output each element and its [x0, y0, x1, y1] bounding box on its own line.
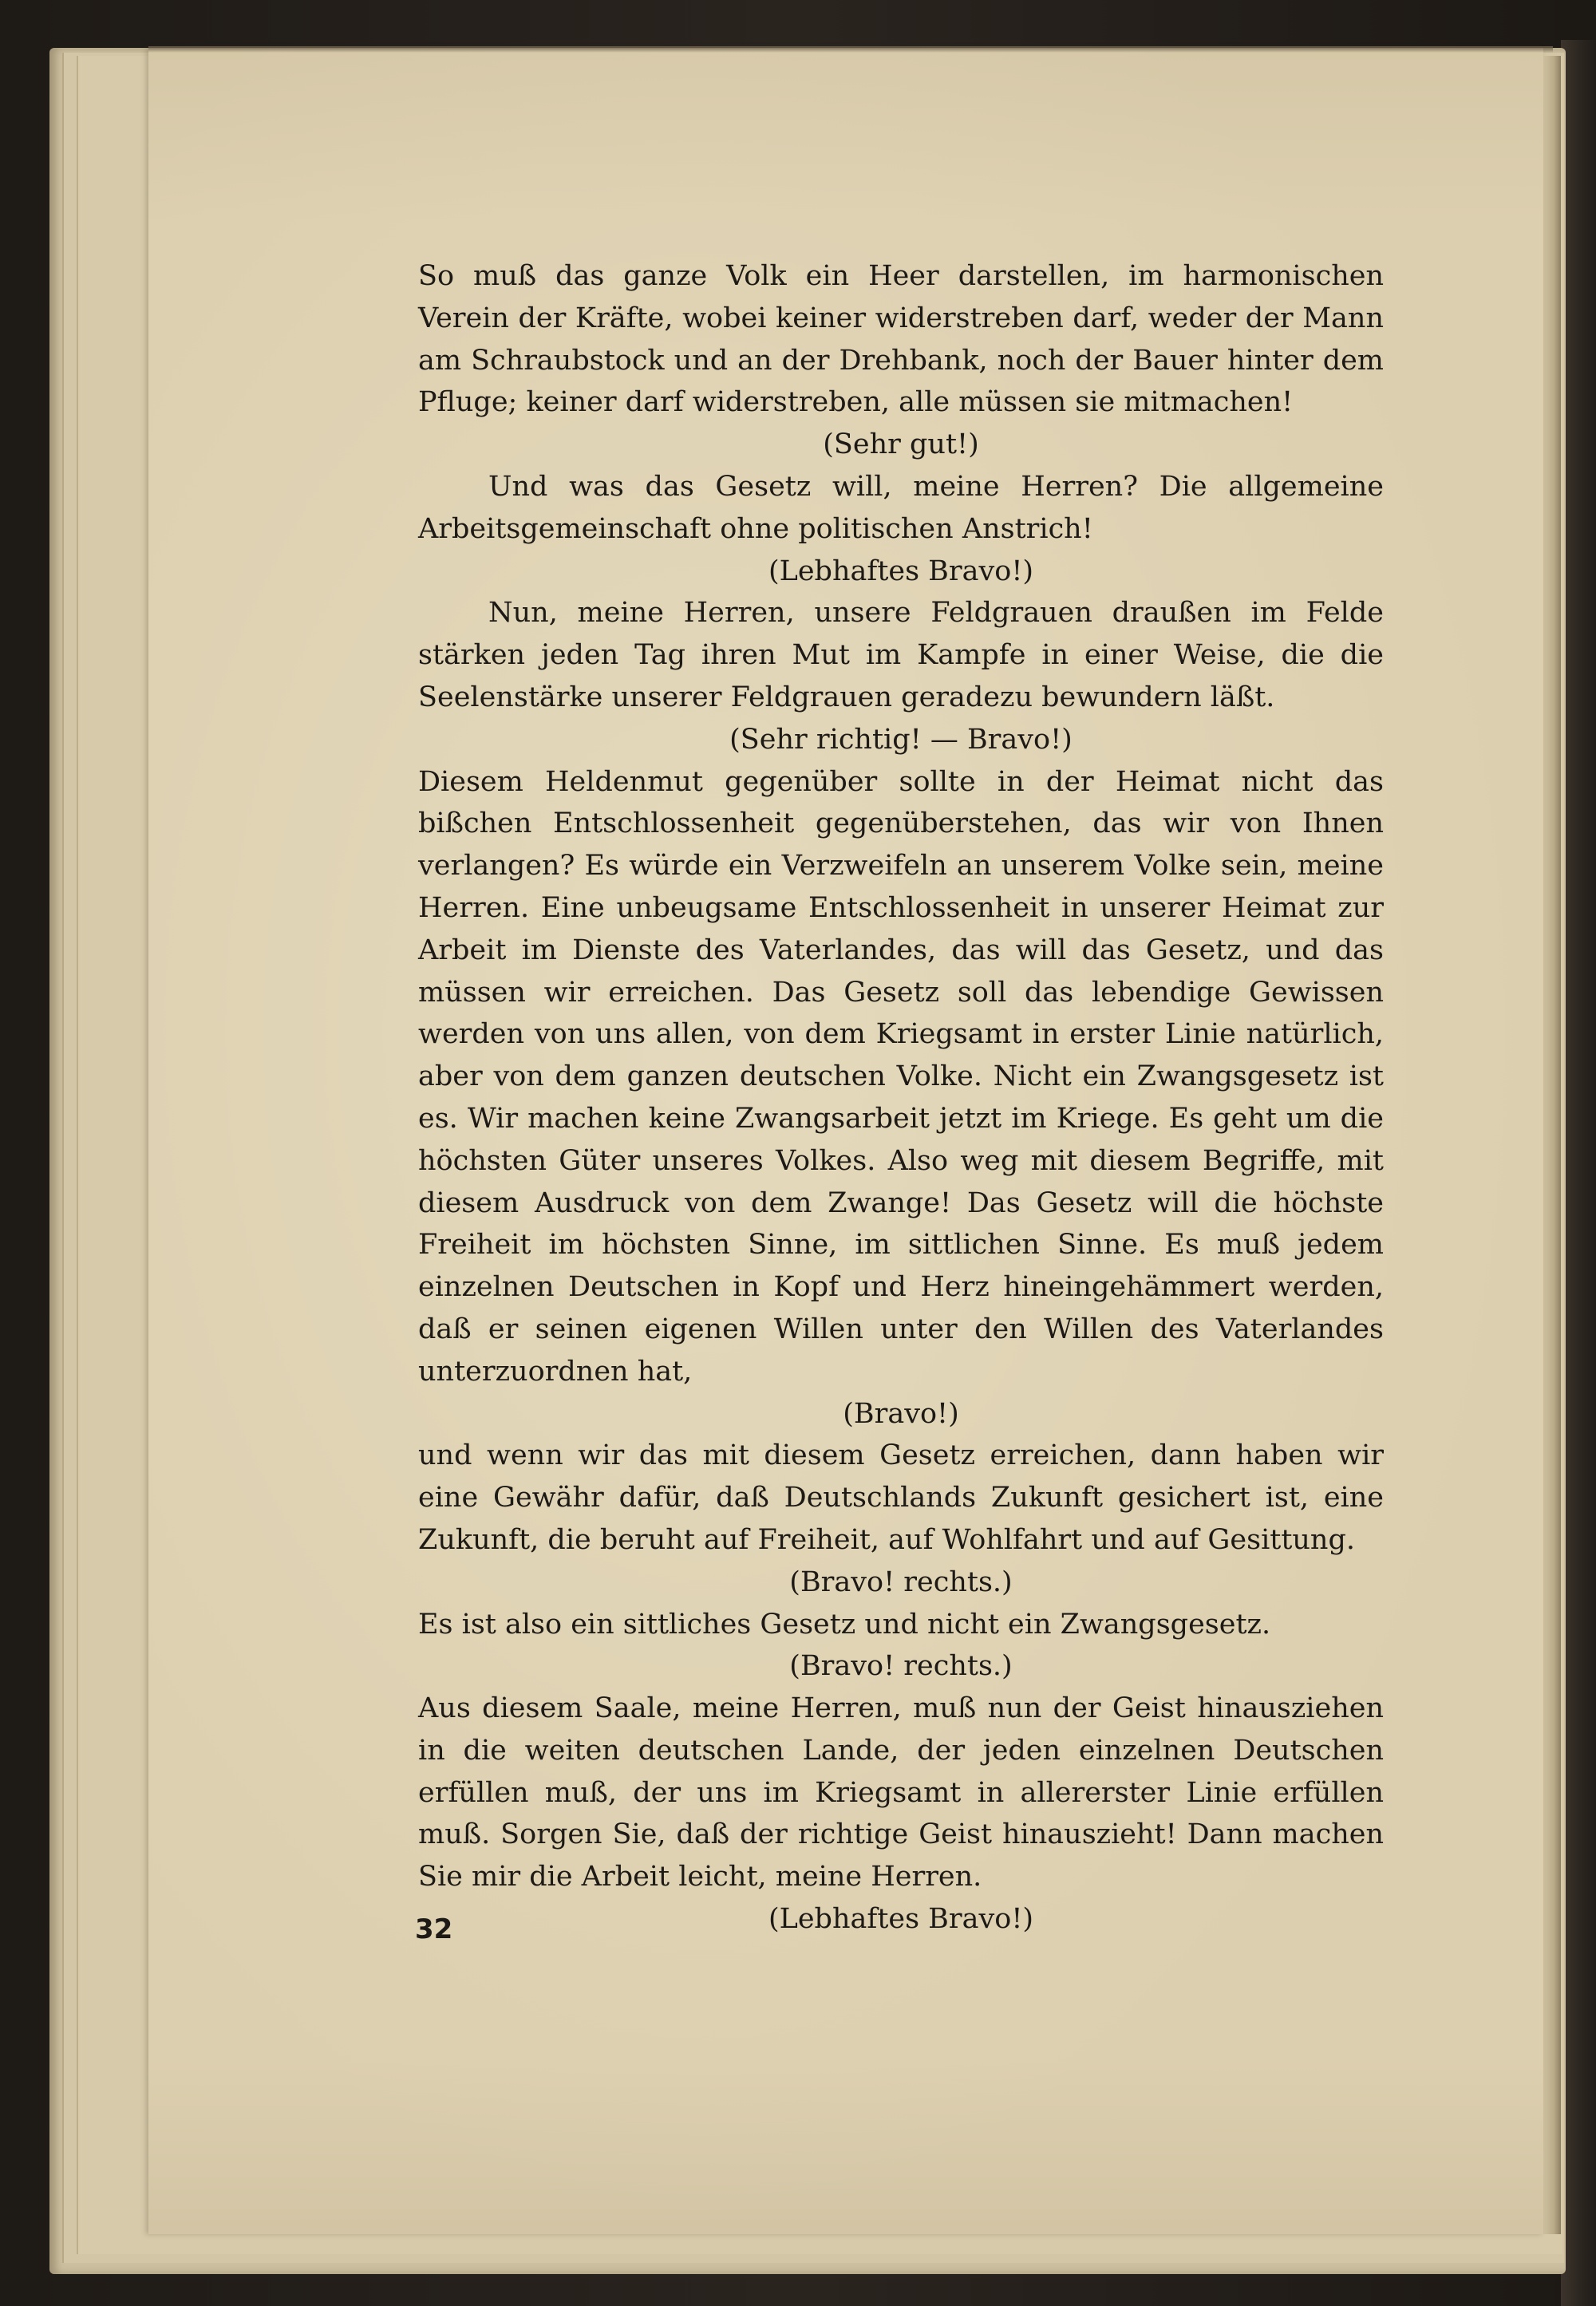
interjection: (Lebhaftes Bravo!)	[768, 1903, 1034, 1936]
paragraph: Nun, meine Herren, unsere Feldgrauen draußen im Felde stärken jeden Tag ihren Mut im Kampfe in einer Weise, die die Seelenstärke unserer Feldgrauen geradezu bewundern läßt.	[418, 597, 1384, 713]
book-spine	[1561, 40, 1596, 2306]
paragraph: So muß das ganze Volk ein Heer darstellen, im harmonischen Verein der Kräfte, wobei keiner widerstreben darf, weder der Mann am Schraubstock und an der Drehbank, noch der Bauer hinter dem Pfluge; keiner darf widerstreben, alle müssen sie mitmachen!	[418, 260, 1384, 419]
interjection: (Sehr richtig! — Bravo!)	[729, 723, 1073, 756]
paragraph: Es ist also ein sittliches Gesetz und nicht ein Zwangsgesetz.	[418, 1608, 1271, 1641]
page-top-shadow	[148, 46, 1553, 53]
interjection: (Bravo!)	[843, 1397, 959, 1430]
interjection: (Sehr gut!)	[823, 428, 979, 461]
facing-page-edge	[1543, 56, 1561, 2234]
page-number: 32	[415, 1913, 453, 1945]
interjection: (Bravo! rechts.)	[789, 1566, 1013, 1598]
paragraph: und wenn wir das mit diesem Gesetz erreichen, dann haben wir eine Gewähr dafür, daß Deutschlands Zukunft gesichert ist, eine Zukunft, die beruht auf Freiheit, auf Wohlfahrt und auf Gesittung.	[418, 1439, 1384, 1556]
body-text	[418, 255, 1384, 1941]
interjection: (Bravo! rechts.)	[789, 1650, 1013, 1683]
paragraph: Aus diesem Saale, meine Herren, muß nun der Geist hinausziehen in die weiten deutschen Lande, der jeden einzelnen Deutschen erfüllen muß, der uns im Kriegsamt in allererster Linie erfüllen muß. Sorgen Sie, daß der richtige Geist hinauszieht! Dann machen Sie mir die Arbeit leicht, meine Herren.	[418, 1692, 1384, 1893]
interjection: (Lebhaftes Bravo!)	[768, 555, 1034, 587]
paragraph: Diesem Heldenmut gegenüber sollte in der Heimat nicht das bißchen Entschlossenheit gegenüberstehen, das wir von Ihnen verlangen? Es würde ein Verzweifeln an unserem Volke sein, meine Herren. Eine unbeugsame Entschlossenheit in unserer Heimat zur Arbeit im Dienste des Vaterlandes, das will das Gesetz, und das müssen wir erreichen. Das Gesetz soll das lebendige Gewissen werden von uns allen, von dem Kriegsamt in erster Linie natürlich, aber von dem ganzen deutschen Volke. Nicht ein Zwangsgesetz ist es. Wir machen keine Zwangsarbeit jetzt im Kriege. Es geht um die höchsten Güter unseres Volkes. Also weg mit diesem Begriffe, mit diesem Ausdruck von dem Zwange! Das Gesetz will die höchste Freiheit im höchsten Sinne, im sittlichen Sinne. Es muß jedem einzelnen Deutschen in Kopf und Herz hineingehämmert werden, daß er seinen eigenen Willen unter den Willen des Vaterlandes unterzuordnen hat,	[418, 765, 1384, 1388]
paragraph: Und was das Gesetz will, meine Herren? Die allgemeine Arbeitsgemeinschaft ohne politischen Anstrich!	[418, 470, 1384, 545]
